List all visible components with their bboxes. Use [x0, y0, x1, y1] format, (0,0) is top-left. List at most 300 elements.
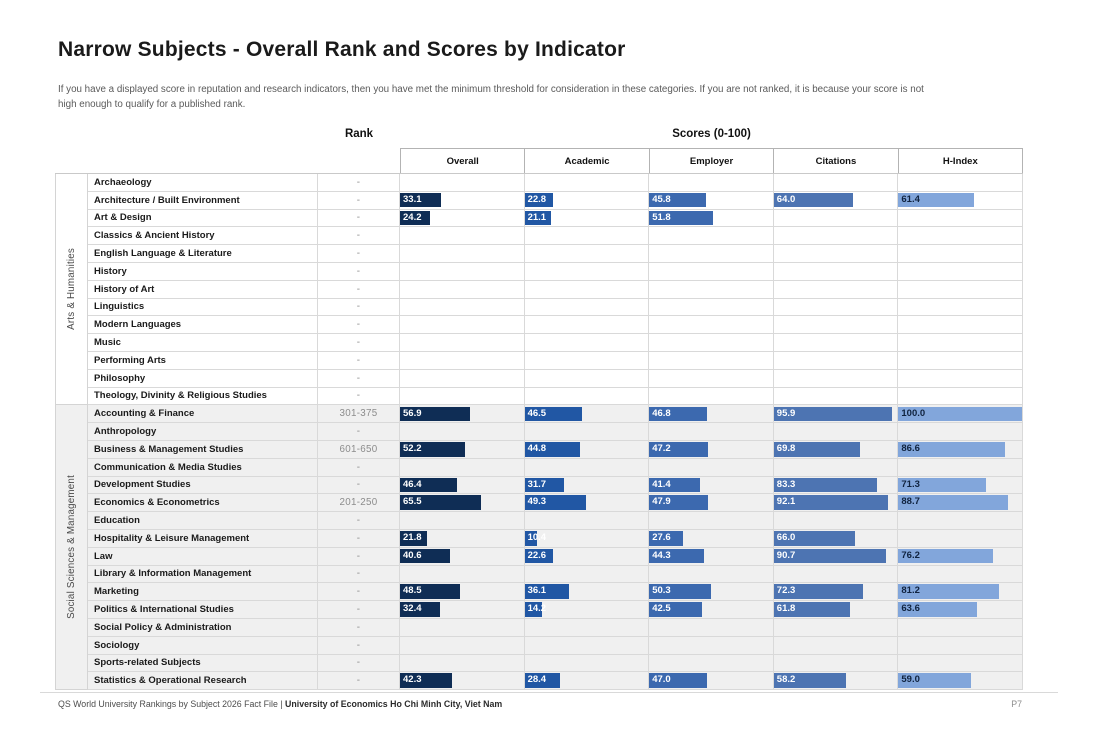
table-row [88, 619, 1023, 637]
score-cell-citations [774, 619, 899, 636]
score-bar [898, 495, 1008, 510]
subject-label: Marketing [88, 583, 318, 600]
score-cell-h-index [898, 245, 1023, 262]
score-cell-employer [649, 263, 774, 280]
subject-label: Modern Languages [88, 316, 318, 333]
score-cell-citations [774, 494, 899, 511]
table-row [88, 601, 1023, 619]
score-cell-academic [525, 210, 650, 227]
score-cell-employer [649, 210, 774, 227]
subject-label: Statistics & Operational Research [88, 672, 318, 689]
table-row [88, 174, 1023, 192]
score-cell-overall [400, 227, 525, 244]
score-cell-h-index [898, 388, 1023, 405]
table-row [88, 388, 1023, 406]
rank-value: - [318, 583, 400, 600]
score-cell-citations [774, 530, 899, 547]
score-cell-h-index [898, 405, 1023, 422]
page-title: Narrow Subjects - Overall Rank and Scores by Indicator [58, 38, 626, 61]
subject-label: Architecture / Built Environment [88, 192, 318, 209]
score-value: 47.9 [652, 496, 671, 508]
score-value: 61.8 [776, 603, 796, 615]
score-value: 46.8 [652, 407, 671, 419]
column-header-h-index: H-Index [899, 149, 1022, 173]
score-cell-overall [400, 299, 525, 316]
subject-label: Education [88, 512, 318, 529]
score-value: 41.4 [652, 478, 671, 490]
score-value: 42.3 [403, 674, 422, 686]
score-bar [774, 478, 877, 493]
score-cell-overall [400, 281, 525, 298]
score-cell-overall [400, 583, 525, 600]
score-bar [525, 673, 560, 688]
score-cell-academic [525, 637, 650, 654]
rank-value: - [318, 637, 400, 654]
score-cell-citations [774, 512, 899, 529]
score-value: 22.8 [527, 193, 547, 205]
score-cell-overall [400, 566, 525, 583]
page-disclaimer [58, 82, 1038, 112]
score-value: 45.8 [652, 193, 671, 205]
score-value: 46.4 [403, 478, 422, 490]
score-cell-overall [400, 530, 525, 547]
score-cell-academic [525, 227, 650, 244]
score-cell-academic [525, 263, 650, 280]
rank-value: - [318, 174, 400, 191]
table-row [88, 459, 1023, 477]
disclaimer-line-1: If you have a displayed score in reputation and research indicators, then you have met the minimum threshold for consideration in these categories. If you are not ranked, it is because your score is not [58, 84, 924, 95]
rank-value: - [318, 192, 400, 209]
rank-value: - [318, 299, 400, 316]
score-value: 42.5 [652, 603, 671, 615]
table-row [88, 405, 1023, 423]
score-value: 100.0 [901, 407, 926, 419]
score-cell-overall [400, 619, 525, 636]
score-bar [525, 531, 547, 546]
score-cell-h-index [898, 192, 1023, 209]
rank-value: - [318, 477, 400, 494]
score-cell-employer [649, 601, 774, 618]
column-header-employer: Employer [650, 149, 774, 173]
score-cell-employer [649, 566, 774, 583]
score-bar [400, 531, 427, 546]
score-cell-h-index [898, 583, 1023, 600]
score-cell-h-index [898, 601, 1023, 618]
score-cell-citations [774, 459, 899, 476]
score-cell-employer [649, 405, 774, 422]
score-bar [649, 602, 702, 617]
score-cell-employer [649, 619, 774, 636]
score-cell-employer [649, 281, 774, 298]
score-bar [525, 602, 547, 617]
subject-label: Politics & International Studies [88, 601, 318, 618]
score-value: 61.4 [901, 193, 920, 205]
score-bar [525, 211, 551, 226]
score-cell-employer [649, 227, 774, 244]
score-cell-employer [649, 352, 774, 369]
score-value: 49.3 [527, 496, 547, 508]
subject-label: Anthropology [88, 423, 318, 440]
score-bar [774, 193, 853, 208]
score-bar [649, 478, 700, 493]
rank-value: - [318, 210, 400, 227]
score-cell-overall [400, 494, 525, 511]
subject-group [55, 405, 1023, 690]
score-cell-citations [774, 263, 899, 280]
score-value: 58.2 [776, 674, 796, 686]
score-value: 14.2 [527, 603, 547, 615]
score-cell-citations [774, 423, 899, 440]
score-cell-citations [774, 352, 899, 369]
score-cell-overall [400, 655, 525, 672]
score-value: 86.6 [901, 443, 920, 455]
table-row [88, 637, 1023, 655]
score-cell-h-index [898, 263, 1023, 280]
score-cell-employer [649, 494, 774, 511]
score-cell-employer [649, 441, 774, 458]
score-cell-employer [649, 316, 774, 333]
score-bar [400, 495, 481, 510]
score-cell-citations [774, 672, 899, 689]
score-bar [400, 602, 440, 617]
score-cell-academic [525, 512, 650, 529]
score-value: 88.7 [901, 496, 920, 508]
table-row [88, 441, 1023, 459]
score-cell-h-index [898, 370, 1023, 387]
rank-value: - [318, 423, 400, 440]
score-cell-citations [774, 583, 899, 600]
table-row [88, 477, 1023, 495]
score-value: 31.7 [527, 478, 547, 490]
score-bar [649, 584, 711, 599]
table-row [88, 352, 1023, 370]
score-cell-employer [649, 245, 774, 262]
score-bar [898, 602, 977, 617]
rank-value: - [318, 281, 400, 298]
score-bar [898, 193, 974, 208]
score-cell-citations [774, 227, 899, 244]
score-cell-h-index [898, 441, 1023, 458]
rank-header: Rank [344, 128, 374, 140]
group-rows [88, 174, 1023, 405]
column-header-academic: Academic [525, 149, 649, 173]
score-cell-h-index [898, 352, 1023, 369]
score-cell-academic [525, 316, 650, 333]
score-bar [400, 584, 460, 599]
score-value: 47.0 [652, 674, 671, 686]
score-cell-h-index [898, 619, 1023, 636]
score-cell-citations [774, 370, 899, 387]
score-value: 44.3 [652, 549, 671, 561]
score-cell-academic [525, 334, 650, 351]
score-cell-academic [525, 619, 650, 636]
score-bar [649, 193, 706, 208]
rank-value: - [318, 512, 400, 529]
score-value: 76.2 [901, 549, 920, 561]
score-value: 27.6 [652, 532, 671, 544]
score-cell-citations [774, 174, 899, 191]
score-value: 72.3 [776, 585, 796, 597]
score-cell-academic [525, 655, 650, 672]
rank-value: - [318, 388, 400, 405]
score-bar [400, 673, 452, 688]
rank-value: - [318, 459, 400, 476]
subject-label: History of Art [88, 281, 318, 298]
score-value: 47.2 [652, 443, 671, 455]
column-header-overall: Overall [401, 149, 525, 173]
footer-university-name: University of Economics Ho Chi Minh City, Viet Nam [285, 699, 503, 709]
score-value: 48.5 [403, 585, 422, 597]
subject-label: Music [88, 334, 318, 351]
score-cell-overall [400, 263, 525, 280]
score-cell-employer [649, 370, 774, 387]
score-cell-employer [649, 192, 774, 209]
rank-value: - [318, 601, 400, 618]
score-value: 56.9 [403, 407, 422, 419]
group-label: Social Sciences & Management [66, 475, 77, 620]
score-bar [525, 478, 564, 493]
score-cell-academic [525, 281, 650, 298]
score-bar [400, 193, 441, 208]
score-cell-citations [774, 245, 899, 262]
table-row [88, 192, 1023, 210]
subject-label: Law [88, 548, 318, 565]
score-cell-citations [774, 299, 899, 316]
score-cell-h-index [898, 227, 1023, 244]
score-cell-citations [774, 316, 899, 333]
score-bar [525, 442, 580, 457]
score-cell-overall [400, 637, 525, 654]
score-bar [525, 549, 553, 564]
score-value: 44.8 [527, 443, 547, 455]
score-bar [525, 193, 553, 208]
score-cell-overall [400, 441, 525, 458]
score-cell-citations [774, 281, 899, 298]
score-bar [898, 549, 992, 564]
score-bar [649, 549, 704, 564]
subject-label: English Language & Literature [88, 245, 318, 262]
subject-label: Communication & Media Studies [88, 459, 318, 476]
score-value: 28.4 [527, 674, 547, 686]
score-cell-employer [649, 530, 774, 547]
subject-label: Philosophy [88, 370, 318, 387]
score-bar [649, 673, 707, 688]
score-cell-citations [774, 210, 899, 227]
score-cell-h-index [898, 316, 1023, 333]
table-row [88, 548, 1023, 566]
score-value: 63.6 [901, 603, 920, 615]
score-cell-academic [525, 477, 650, 494]
group-label-cell [55, 405, 88, 690]
score-cell-citations [774, 566, 899, 583]
rank-value: - [318, 245, 400, 262]
table-row [88, 227, 1023, 245]
score-cell-h-index [898, 281, 1023, 298]
scores-header: Scores (0-100) [672, 128, 751, 140]
score-cell-overall [400, 512, 525, 529]
table-row [88, 672, 1023, 690]
score-cell-h-index [898, 494, 1023, 511]
score-cell-citations [774, 477, 899, 494]
subject-label: Linguistics [88, 299, 318, 316]
score-cell-overall [400, 423, 525, 440]
subject-label: Archaeology [88, 174, 318, 191]
score-cell-h-index [898, 210, 1023, 227]
column-header-row [400, 148, 1023, 173]
score-cell-employer [649, 388, 774, 405]
score-bar [649, 531, 683, 546]
score-bar [649, 442, 707, 457]
subject-label: Accounting & Finance [88, 405, 318, 422]
score-cell-employer [649, 174, 774, 191]
subject-label: History [88, 263, 318, 280]
score-value: 90.7 [776, 549, 796, 561]
table-row [88, 370, 1023, 388]
subject-label: Economics & Econometrics [88, 494, 318, 511]
group-label-cell [55, 174, 88, 405]
score-cell-academic [525, 352, 650, 369]
score-cell-citations [774, 441, 899, 458]
score-cell-academic [525, 548, 650, 565]
group-rows [88, 405, 1023, 690]
score-cell-h-index [898, 637, 1023, 654]
score-cell-employer [649, 299, 774, 316]
score-cell-citations [774, 655, 899, 672]
score-cell-employer [649, 637, 774, 654]
scores-table [55, 126, 1023, 690]
group-label: Arts & Humanities [66, 248, 77, 331]
subject-label: Theology, Divinity & Religious Studies [88, 388, 318, 405]
score-cell-overall [400, 316, 525, 333]
score-value: 71.3 [901, 478, 920, 490]
table-row [88, 655, 1023, 673]
score-bar [898, 407, 1022, 422]
score-cell-academic [525, 583, 650, 600]
table-row [88, 299, 1023, 317]
score-cell-h-index [898, 655, 1023, 672]
score-cell-academic [525, 423, 650, 440]
score-value: 10.4 [527, 532, 547, 544]
score-value: 22.6 [527, 549, 547, 561]
score-bar [400, 211, 430, 226]
table-body [55, 173, 1023, 690]
rank-value: - [318, 227, 400, 244]
score-value: 81.2 [901, 585, 920, 597]
table-row [88, 263, 1023, 281]
score-cell-citations [774, 192, 899, 209]
score-value: 50.3 [652, 585, 671, 597]
page-number: P7 [1011, 699, 1022, 709]
score-cell-h-index [898, 530, 1023, 547]
subject-group [55, 174, 1023, 405]
score-value: 33.1 [403, 193, 422, 205]
score-cell-citations [774, 637, 899, 654]
score-bar [774, 442, 860, 457]
score-cell-academic [525, 494, 650, 511]
score-bar [898, 673, 971, 688]
score-cell-employer [649, 548, 774, 565]
subject-label: Sports-related Subjects [88, 655, 318, 672]
rank-value: - [318, 548, 400, 565]
subject-label: Classics & Ancient History [88, 227, 318, 244]
table-row [88, 316, 1023, 334]
score-cell-overall [400, 352, 525, 369]
score-cell-overall [400, 388, 525, 405]
score-value: 69.8 [776, 443, 796, 455]
score-value: 59.0 [901, 674, 920, 686]
table-row [88, 334, 1023, 352]
score-cell-h-index [898, 512, 1023, 529]
rank-value: - [318, 619, 400, 636]
score-cell-academic [525, 530, 650, 547]
score-bar [774, 531, 856, 546]
score-cell-overall [400, 210, 525, 227]
score-bar [525, 407, 582, 422]
rank-value: - [318, 334, 400, 351]
score-cell-employer [649, 459, 774, 476]
table-row [88, 583, 1023, 601]
rank-value: - [318, 316, 400, 333]
score-bar [774, 549, 886, 564]
score-value: 52.2 [403, 443, 422, 455]
score-value: 46.5 [527, 407, 547, 419]
rank-value: 201-250 [318, 494, 400, 511]
score-value: 95.9 [776, 407, 796, 419]
score-cell-academic [525, 192, 650, 209]
score-value: 51.8 [652, 211, 671, 223]
score-cell-h-index [898, 672, 1023, 689]
rank-value: - [318, 370, 400, 387]
score-cell-citations [774, 405, 899, 422]
score-cell-overall [400, 459, 525, 476]
score-cell-citations [774, 388, 899, 405]
score-cell-overall [400, 174, 525, 191]
score-cell-employer [649, 477, 774, 494]
score-bar [898, 478, 986, 493]
score-cell-h-index [898, 548, 1023, 565]
score-cell-academic [525, 566, 650, 583]
score-value: 83.3 [776, 478, 796, 490]
score-cell-h-index [898, 477, 1023, 494]
score-bar [400, 407, 470, 422]
score-cell-overall [400, 477, 525, 494]
score-cell-employer [649, 655, 774, 672]
disclaimer-line-2: high enough to qualify for a published rank. [58, 99, 246, 110]
score-value: 64.0 [776, 193, 796, 205]
score-value: 32.4 [403, 603, 422, 615]
rank-value: - [318, 352, 400, 369]
table-row [88, 512, 1023, 530]
column-header-citations: Citations [774, 149, 898, 173]
score-cell-academic [525, 245, 650, 262]
score-cell-employer [649, 672, 774, 689]
score-cell-h-index [898, 566, 1023, 583]
score-cell-h-index [898, 459, 1023, 476]
score-cell-academic [525, 441, 650, 458]
rank-value: - [318, 566, 400, 583]
score-bar [400, 549, 450, 564]
subject-label: Social Policy & Administration [88, 619, 318, 636]
score-bar [774, 584, 863, 599]
score-value: 92.1 [776, 496, 796, 508]
rank-value: - [318, 672, 400, 689]
score-value: 65.5 [403, 496, 422, 508]
score-cell-h-index [898, 334, 1023, 351]
score-cell-h-index [898, 423, 1023, 440]
score-bar [525, 584, 570, 599]
score-bar [400, 442, 465, 457]
score-bar [649, 495, 708, 510]
